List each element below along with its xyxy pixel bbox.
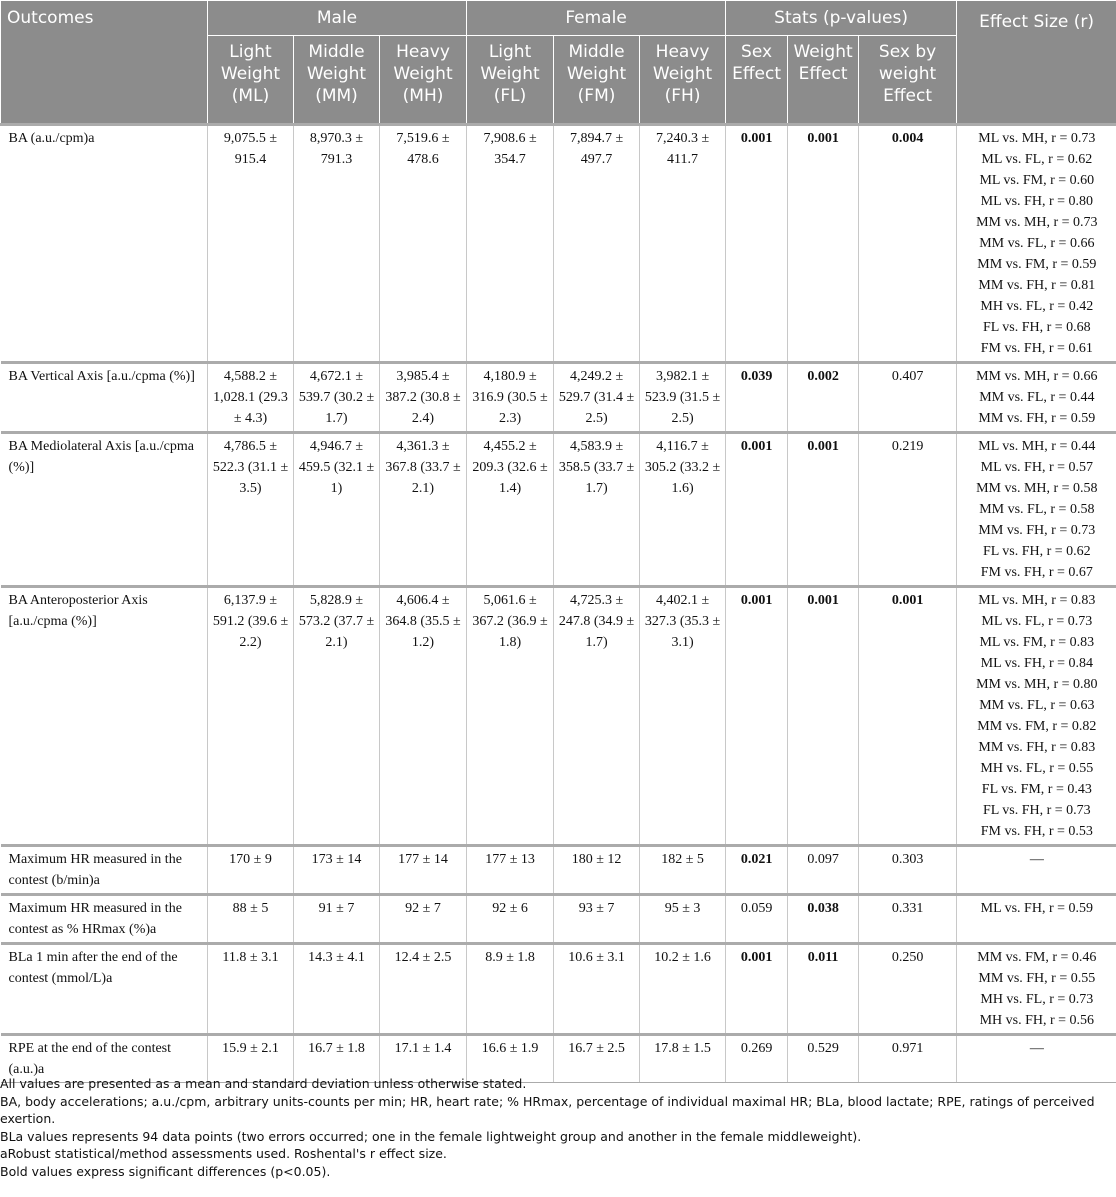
effect-line: ML vs. FL, r = 0.73 [981, 614, 1093, 629]
outcome-cell: BLa 1 min after the end of the contest (mmol/L)a [1, 944, 208, 1035]
header-fh: Heavy Weight (FH) [640, 36, 726, 125]
value-cell: 16.6 ± 1.9 [467, 1035, 554, 1083]
value-cell: 95 ± 3 [640, 895, 726, 944]
value-cell: 15.9 ± 2.1 [208, 1035, 294, 1083]
effect-line: MM vs. FH, r = 0.81 [978, 278, 1096, 293]
effect-line: MM vs. FH, r = 0.73 [978, 523, 1096, 538]
value-cell: 17.8 ± 1.5 [640, 1035, 726, 1083]
value-cell: 7,894.7 ± 497.7 [554, 125, 640, 363]
table-row [1, 433, 1116, 587]
p-value-cell: 0.001 [788, 125, 859, 363]
value-cell: 88 ± 5 [208, 895, 294, 944]
value-cell: 11.8 ± 3.1 [208, 944, 294, 1035]
value-cell: 92 ± 7 [380, 895, 467, 944]
value-cell: 5,828.9 ± 573.2 (37.7 ± 2.1) [294, 587, 380, 846]
value-cell: 4,606.4 ± 364.8 (35.5 ± 1.2) [380, 587, 467, 846]
effect-line: MH vs. FL, r = 0.55 [980, 761, 1094, 776]
p-value-cell: 0.331 [859, 895, 957, 944]
outcome-cell: BA Vertical Axis [a.u./cpma (%)] [1, 363, 208, 433]
effect-cell [957, 846, 1116, 895]
header-weight-effect: Weight Effect [788, 36, 859, 125]
effect-line: MH vs. FL, r = 0.73 [980, 992, 1094, 1007]
footnote-bla: BLa values represents 94 data points (two errors occurred; one in the female lightweight group and another in the female middleweight). [0, 1128, 862, 1144]
p-value-cell: 0.001 [726, 587, 788, 846]
p-value-cell: 0.001 [726, 944, 788, 1035]
value-cell: 4,946.7 ± 459.5 (32.1 ± 1) [294, 433, 380, 587]
header-female: Female [467, 1, 726, 36]
outcome-cell: Maximum HR measured in the contest as % HRmax (%)a [1, 895, 208, 944]
value-cell: 4,672.1 ± 539.7 (30.2 ± 1.7) [294, 363, 380, 433]
table-footnotes [0, 1075, 1112, 1180]
value-cell: 182 ± 5 [640, 846, 726, 895]
header-effect-size: Effect Size (r) [957, 1, 1116, 125]
effect-line: FL vs. FH, r = 0.73 [982, 803, 1091, 818]
table-row [1, 895, 1116, 944]
value-cell: 10.6 ± 3.1 [554, 944, 640, 1035]
p-value-cell: 0.001 [788, 587, 859, 846]
p-value-cell: 0.971 [859, 1035, 957, 1083]
outcome-cell: BA (a.u./cpm)a [1, 125, 208, 363]
value-cell: 7,908.6 ± 354.7 [467, 125, 554, 363]
effect-line: ML vs. FL, r = 0.62 [981, 152, 1093, 167]
value-cell: 8.9 ± 1.8 [467, 944, 554, 1035]
header-mh: Heavy Weight (MH) [380, 36, 467, 125]
p-value-cell: 0.001 [788, 433, 859, 587]
effect-line: FL vs. FH, r = 0.62 [982, 544, 1091, 559]
p-value-cell: 0.059 [726, 895, 788, 944]
p-value-cell: 0.529 [788, 1035, 859, 1083]
effect-line: MM vs. FL, r = 0.66 [979, 236, 1095, 251]
outcome-cell: BA Anteroposterior Axis [a.u./cpma (%)] [1, 587, 208, 846]
effect-line: FM vs. FH, r = 0.53 [980, 824, 1093, 839]
p-value-cell: 0.001 [726, 433, 788, 587]
value-cell: 4,361.3 ± 367.8 (33.7 ± 2.1) [380, 433, 467, 587]
value-cell: 16.7 ± 1.8 [294, 1035, 380, 1083]
effect-line: ML vs. FH, r = 0.59 [980, 901, 1094, 916]
value-cell: 16.7 ± 2.5 [554, 1035, 640, 1083]
header-fm: Middle Weight (FM) [554, 36, 640, 125]
value-cell: 17.1 ± 1.4 [380, 1035, 467, 1083]
p-value-cell: 0.219 [859, 433, 957, 587]
footnote-abbreviations: BA, body accelerations; a.u./cpm, arbitrary units-counts per min; HR, heart rate; % HRmax, percentage of individual maximal HR; BLa, blood lactate; RPE, ratings of perceived exertion. [0, 1093, 1095, 1126]
value-cell: 91 ± 7 [294, 895, 380, 944]
effect-line: MM vs. FL, r = 0.44 [979, 390, 1095, 405]
value-cell: 5,061.6 ± 367.2 (36.9 ± 1.8) [467, 587, 554, 846]
value-cell: 14.3 ± 4.1 [294, 944, 380, 1035]
effect-line: MM vs. FH, r = 0.59 [978, 411, 1096, 426]
value-cell: 4,402.1 ± 327.3 (35.3 ± 3.1) [640, 587, 726, 846]
value-cell: 6,137.9 ± 591.2 (39.6 ± 2.2) [208, 587, 294, 846]
value-cell: 177 ± 13 [467, 846, 554, 895]
effect-line: ML vs. FH, r = 0.57 [980, 460, 1094, 475]
effect-line: MM vs. FM, r = 0.46 [977, 950, 1097, 965]
header-mm: Middle Weight (MM) [294, 36, 380, 125]
value-cell: 4,725.3 ± 247.8 (34.9 ± 1.7) [554, 587, 640, 846]
value-cell: 92 ± 6 [467, 895, 554, 944]
table-row [1, 363, 1116, 433]
effect-line: ML vs. FM, r = 0.83 [979, 635, 1095, 650]
effect-line: ML vs. FH, r = 0.84 [980, 656, 1094, 671]
value-cell: 7,240.3 ± 411.7 [640, 125, 726, 363]
value-cell: 8,970.3 ± 791.3 [294, 125, 380, 363]
effect-line: FL vs. FH, r = 0.68 [982, 320, 1091, 335]
p-value-cell: 0.001 [726, 125, 788, 363]
value-cell: 4,588.2 ± 1,028.1 (29.3 ± 4.3) [208, 363, 294, 433]
effect-line: MM vs. FM, r = 0.59 [977, 257, 1097, 272]
p-value-cell: 0.250 [859, 944, 957, 1035]
outcome-cell: Maximum HR measured in the contest (b/min)a [1, 846, 208, 895]
effect-line: MM vs. FL, r = 0.58 [979, 502, 1095, 517]
value-cell: 7,519.6 ± 478.6 [380, 125, 467, 363]
outcome-cell: BA Mediolateral Axis [a.u./cpma (%)] [1, 433, 208, 587]
effect-cell [957, 433, 1116, 587]
effect-cell [957, 587, 1116, 846]
table-row [1, 125, 1116, 363]
effect-cell [957, 895, 1116, 944]
effect-line: MM vs. FH, r = 0.55 [978, 971, 1096, 986]
p-value-cell: 0.407 [859, 363, 957, 433]
header-ml: Light Weight (ML) [208, 36, 294, 125]
table-row [1, 587, 1116, 846]
effect-line: MM vs. FM, r = 0.82 [977, 719, 1097, 734]
value-cell: 4,116.7 ± 305.2 (33.2 ± 1.6) [640, 433, 726, 587]
effect-line: ML vs. FM, r = 0.60 [979, 173, 1095, 188]
p-value-cell: 0.002 [788, 363, 859, 433]
header-stats: Stats (p-values) [726, 1, 957, 36]
effect-line: FL vs. FM, r = 0.43 [981, 782, 1092, 797]
value-cell: 9,075.5 ± 915.4 [208, 125, 294, 363]
effect-line: ML vs. MH, r = 0.83 [978, 593, 1096, 608]
effect-line: ML vs. MH, r = 0.73 [978, 131, 1096, 146]
header-outcomes: Outcomes [1, 1, 208, 125]
p-value-cell: 0.001 [859, 587, 957, 846]
footnote-values: All values are presented as a mean and standard deviation unless otherwise stated. [0, 1076, 527, 1091]
table-row [1, 944, 1116, 1035]
p-value-cell: 0.097 [788, 846, 859, 895]
value-cell: 180 ± 12 [554, 846, 640, 895]
value-cell: 3,982.1 ± 523.9 (31.5 ± 2.5) [640, 363, 726, 433]
effect-line: — [1029, 1041, 1044, 1056]
outcome-cell: RPE at the end of the contest (a.u.)a [1, 1035, 208, 1083]
p-value-cell: 0.039 [726, 363, 788, 433]
effect-line: MH vs. FL, r = 0.42 [980, 299, 1094, 314]
p-value-cell: 0.269 [726, 1035, 788, 1083]
effect-cell [957, 125, 1116, 363]
p-value-cell: 0.004 [859, 125, 957, 363]
value-cell: 10.2 ± 1.6 [640, 944, 726, 1035]
p-value-cell: 0.011 [788, 944, 859, 1035]
effect-line: FM vs. FH, r = 0.67 [980, 565, 1093, 580]
effect-line: ML vs. MH, r = 0.44 [978, 439, 1096, 454]
footnote-robust: aRobust statistical/method assessments used. Roshental's r effect size. [0, 1146, 447, 1161]
table-row [1, 846, 1116, 895]
effect-cell [957, 944, 1116, 1035]
effect-line: MM vs. FH, r = 0.83 [978, 740, 1096, 755]
effect-line: ML vs. FH, r = 0.80 [980, 194, 1094, 209]
header-male: Male [208, 1, 467, 36]
value-cell: 4,786.5 ± 522.3 (31.1 ± 3.5) [208, 433, 294, 587]
value-cell: 177 ± 14 [380, 846, 467, 895]
effect-line: MM vs. MH, r = 0.58 [976, 481, 1098, 496]
footnote-bold: Bold values express significant differences (p<0.05). [0, 1163, 331, 1179]
value-cell: 12.4 ± 2.5 [380, 944, 467, 1035]
value-cell: 4,249.2 ± 529.7 (31.4 ± 2.5) [554, 363, 640, 433]
p-value-cell: 0.021 [726, 846, 788, 895]
value-cell: 4,455.2 ± 209.3 (32.6 ± 1.4) [467, 433, 554, 587]
effect-line: MM vs. FL, r = 0.63 [979, 698, 1095, 713]
value-cell: 4,180.9 ± 316.9 (30.5 ± 2.3) [467, 363, 554, 433]
value-cell: 3,985.4 ± 387.2 (30.8 ± 2.4) [380, 363, 467, 433]
p-value-cell: 0.038 [788, 895, 859, 944]
value-cell: 4,583.9 ± 358.5 (33.7 ± 1.7) [554, 433, 640, 587]
value-cell: 170 ± 9 [208, 846, 294, 895]
header-sex-by-weight: Sex by weight Effect [859, 36, 957, 125]
effect-line: FM vs. FH, r = 0.61 [980, 341, 1093, 356]
effect-line: MM vs. MH, r = 0.80 [976, 677, 1098, 692]
effect-cell [957, 363, 1116, 433]
header-fl: Light Weight (FL) [467, 36, 554, 125]
value-cell: 93 ± 7 [554, 895, 640, 944]
header-sex-effect: Sex Effect [726, 36, 788, 125]
effect-line: MM vs. MH, r = 0.66 [976, 369, 1098, 384]
p-value-cell: 0.303 [859, 846, 957, 895]
value-cell: 173 ± 14 [294, 846, 380, 895]
effect-line: MM vs. MH, r = 0.73 [976, 215, 1098, 230]
effect-line: MH vs. FH, r = 0.56 [979, 1013, 1095, 1028]
effect-line: — [1029, 852, 1044, 867]
